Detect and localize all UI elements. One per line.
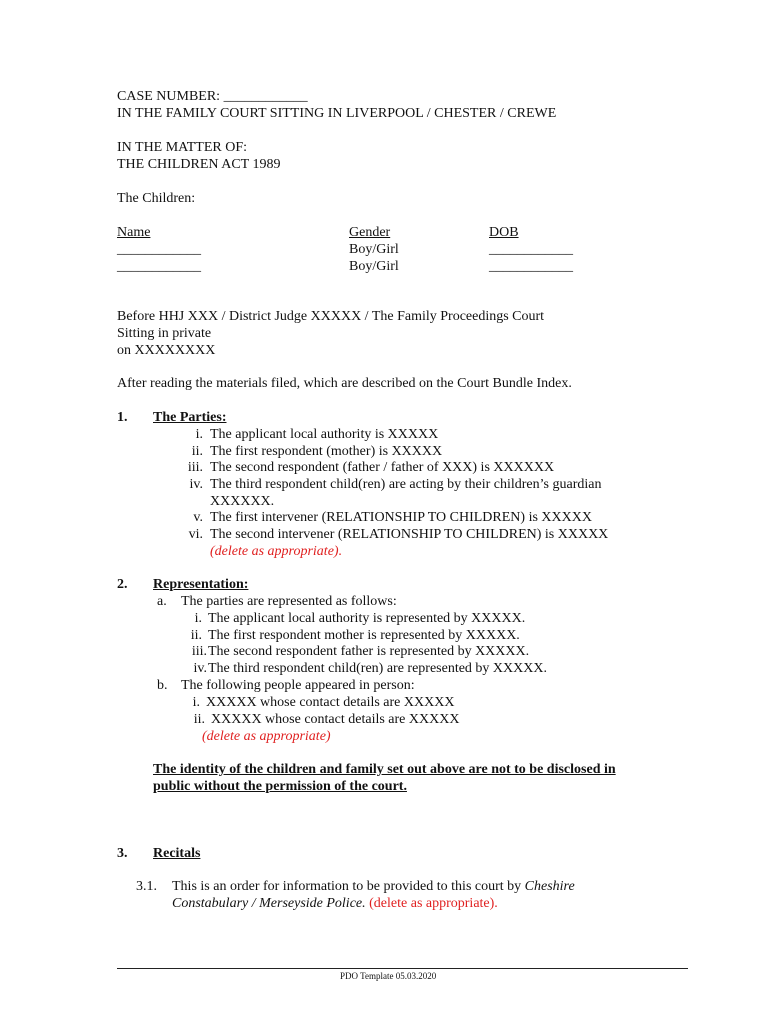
section-title-parties: The Parties: <box>153 410 227 425</box>
list-item: The applicant local authority is represented by XXXXX. <box>208 611 526 626</box>
dob-header: DOB <box>489 225 519 240</box>
list-marker: i. <box>195 427 203 442</box>
list-item: The first intervener (RELATIONSHIP TO CHILDREN) is XXXXX <box>210 510 592 525</box>
name-header: Name <box>117 225 151 240</box>
list-marker: iv. <box>193 661 207 676</box>
after-reading: After reading the materials filed, which are described on the Court Bundle Index. <box>117 376 572 391</box>
footer-divider <box>117 968 688 969</box>
section-number: 3. <box>117 846 128 861</box>
before-judge: Before HHJ XXX / District Judge XXXXX / The Family Proceedings Court <box>117 309 545 324</box>
gender-header: Gender <box>349 225 391 240</box>
list-item: The first respondent mother is represented by XXXXX. <box>208 628 520 643</box>
list-marker: iv. <box>189 477 203 492</box>
list-marker: iii. <box>191 644 207 659</box>
list-item-continuation: XXXXXX. <box>210 494 275 509</box>
list-marker: ii. <box>191 444 203 459</box>
delete-note: (delete as appropriate). <box>210 544 343 559</box>
list-marker: vi. <box>188 527 203 542</box>
case-number: CASE NUMBER: ____________ <box>117 89 308 104</box>
footer-text: PDO Template 05.03.2020 <box>340 971 437 981</box>
list-item: The applicant local authority is XXXXX <box>210 427 439 442</box>
list-marker: i. <box>192 695 200 710</box>
list-item: XXXXX whose contact details are XXXXX <box>206 695 455 710</box>
recital-paragraph-continuation: Constabulary / Merseyside Police. (delete as appropriate). <box>172 896 498 911</box>
list-item: The following people appeared in person: <box>181 678 415 693</box>
list-marker: ii. <box>190 628 202 643</box>
list-item: The parties are represented as follows: <box>181 594 397 609</box>
list-marker: b. <box>157 678 168 693</box>
child-name-field[interactable]: ____________ <box>117 242 201 257</box>
list-item: The third respondent child(ren) are represented by XXXXX. <box>208 661 547 676</box>
list-item: The second respondent father is represented by XXXXX. <box>208 644 530 659</box>
paragraph-number: 3.1. <box>136 879 157 894</box>
list-item: The second respondent (father / father of XXX) is XXXXXX <box>210 460 555 475</box>
list-item: The first respondent (mother) is XXXXX <box>210 444 443 459</box>
child-name-field[interactable]: ____________ <box>117 259 201 274</box>
act-title: THE CHILDREN ACT 1989 <box>117 157 281 172</box>
list-item: The third respondent child(ren) are acting by their children’s guardian <box>210 477 602 492</box>
delete-note: (delete as appropriate) <box>202 729 331 744</box>
child-gender-field[interactable]: Boy/Girl <box>349 259 399 274</box>
child-gender-field[interactable]: Boy/Girl <box>349 242 399 257</box>
disclosure-warning: The identity of the children and family set out above are not to be disclosed in <box>153 762 616 777</box>
children-label: The Children: <box>117 191 196 206</box>
list-item: XXXXX whose contact details are XXXXX <box>211 712 460 727</box>
recital-paragraph: This is an order for information to be provided to this court by Cheshire <box>172 879 575 894</box>
disclosure-warning: public without the permission of the court. <box>153 779 407 794</box>
child-dob-field[interactable]: ____________ <box>489 259 573 274</box>
section-number: 2. <box>117 577 128 592</box>
matter-of: IN THE MATTER OF: <box>117 140 248 155</box>
list-marker: v. <box>193 510 203 525</box>
list-marker: iii. <box>187 460 203 475</box>
section-number: 1. <box>117 410 128 425</box>
section-title-representation: Representation: <box>153 577 249 592</box>
list-marker: i. <box>194 611 202 626</box>
sitting-in-private: Sitting in private <box>117 326 212 341</box>
court-name: IN THE FAMILY COURT SITTING IN LIVERPOOL / CHESTER / CREWE <box>117 106 557 121</box>
list-marker: ii. <box>193 712 205 727</box>
list-item: The second intervener (RELATIONSHIP TO CHILDREN) is XXXXX <box>210 527 609 542</box>
section-title-recitals: Recitals <box>153 846 201 861</box>
hearing-date: on XXXXXXXX <box>117 343 216 358</box>
list-marker: a. <box>157 594 167 609</box>
child-dob-field[interactable]: ____________ <box>489 242 573 257</box>
